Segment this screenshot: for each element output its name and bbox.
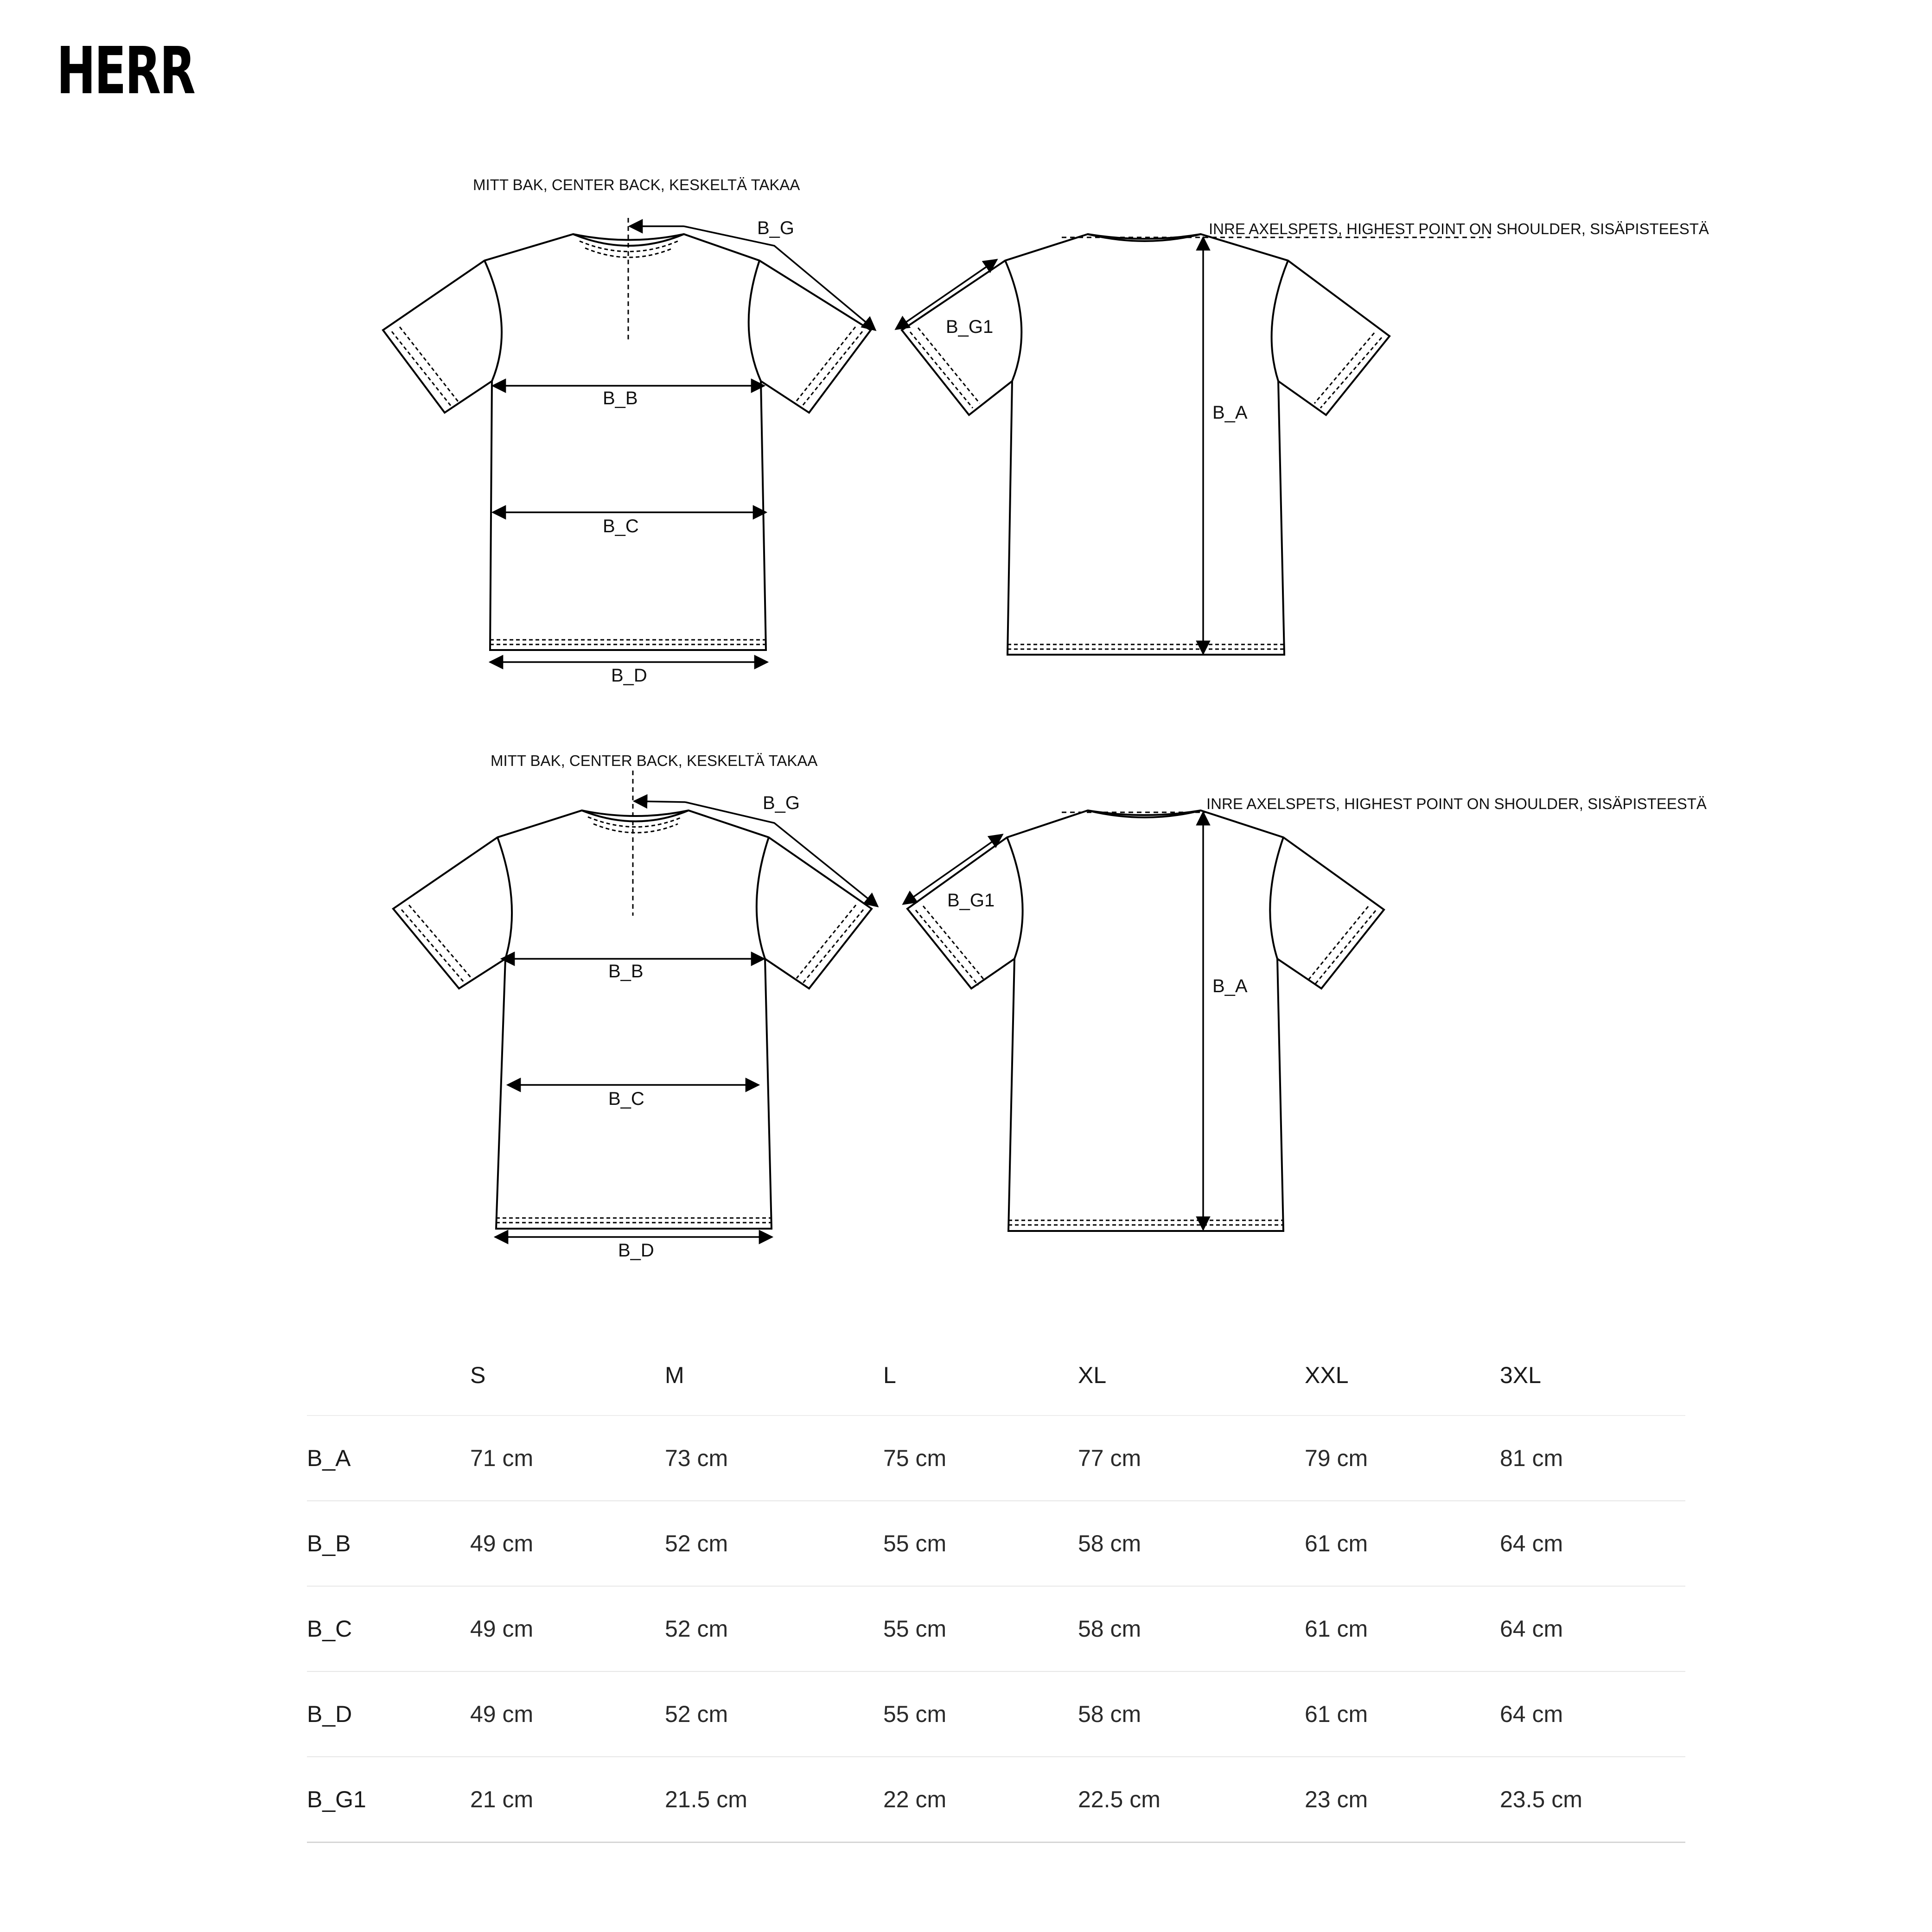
- table-cell: 58 cm: [1078, 1616, 1141, 1642]
- bottom-shoulder-note: INRE AXELSPETS, HIGHEST POINT ON SHOULDER, SISÄPISTEESTÄ: [1206, 795, 1707, 812]
- top-shoulder-note: INRE AXELSPETS, HIGHEST POINT ON SHOULDER, SISÄPISTEESTÄ: [1209, 220, 1709, 237]
- bottom-measurements: [495, 771, 1205, 1237]
- table-row: [307, 1587, 1685, 1672]
- table-cell: 21 cm: [470, 1786, 534, 1812]
- table-cell: 52 cm: [665, 1530, 728, 1556]
- bottom-label-b-g1: B_G1: [947, 890, 995, 911]
- table-cell: 22 cm: [883, 1786, 947, 1812]
- bottom-label-b-a: B_A: [1212, 976, 1248, 996]
- top-front-shirt: [383, 234, 871, 650]
- table-cell: 64 cm: [1500, 1530, 1563, 1556]
- bottom-label-b-g: B_G: [763, 793, 800, 813]
- table-cell: 61 cm: [1305, 1530, 1368, 1556]
- table-cell: 22.5 cm: [1078, 1786, 1160, 1812]
- header-cell-xl: XL: [1078, 1362, 1107, 1388]
- table-cell: 79 cm: [1305, 1445, 1368, 1471]
- header-cell-m: M: [665, 1362, 684, 1388]
- top-diagram: [383, 218, 1491, 662]
- header-cell-l: L: [883, 1362, 896, 1388]
- bottom-label-b-d: B_D: [618, 1240, 654, 1261]
- row-label: B_G1: [307, 1786, 366, 1812]
- top-label-b-b: B_B: [603, 388, 638, 408]
- table-cell: 49 cm: [470, 1616, 534, 1642]
- table-cell: 61 cm: [1305, 1701, 1368, 1727]
- table-cell: 73 cm: [665, 1445, 728, 1471]
- bottom-diagram: [393, 771, 1384, 1237]
- table-cell: 52 cm: [665, 1701, 728, 1727]
- table-cell: 23.5 cm: [1500, 1786, 1582, 1812]
- row-label: B_D: [307, 1701, 352, 1727]
- table-cell: 49 cm: [470, 1701, 534, 1727]
- table-cell: 75 cm: [883, 1445, 947, 1471]
- table-cell: 58 cm: [1078, 1701, 1141, 1727]
- top-label-b-g: B_G: [757, 218, 795, 238]
- table-cell: 55 cm: [883, 1530, 947, 1556]
- bottom-labels: [491, 752, 1707, 1261]
- table-cell: 21.5 cm: [665, 1786, 747, 1812]
- bottom-back-shirt: [907, 810, 1384, 1231]
- table-cell: 77 cm: [1078, 1445, 1141, 1471]
- top-label-b-c: B_C: [603, 516, 639, 536]
- header-cell-s: S: [470, 1362, 486, 1388]
- top-back-shirt: [902, 234, 1390, 655]
- table-cell: 61 cm: [1305, 1616, 1368, 1642]
- row-label: B_A: [307, 1445, 351, 1471]
- top-label-b-g1: B_G1: [946, 317, 994, 337]
- table-cell: 64 cm: [1500, 1701, 1563, 1727]
- table-cell: 49 cm: [470, 1530, 534, 1556]
- bottom-center-back-note: MITT BAK, CENTER BACK, KESKELTÄ TAKAA: [491, 752, 818, 769]
- table-cell: 23 cm: [1305, 1786, 1368, 1812]
- top-label-b-d: B_D: [611, 665, 647, 686]
- table-cell: 64 cm: [1500, 1616, 1563, 1642]
- top-label-b-a: B_A: [1212, 402, 1248, 423]
- table-row: [307, 1757, 1685, 1843]
- table-cell: 55 cm: [883, 1701, 947, 1727]
- size-table-header: [307, 1335, 1685, 1416]
- header-cell-xxl: XXL: [1305, 1362, 1349, 1388]
- bottom-label-b-c: B_C: [608, 1089, 644, 1109]
- header-cell-3xl: 3XL: [1500, 1362, 1541, 1388]
- row-label: B_C: [307, 1616, 352, 1642]
- table-cell: 71 cm: [470, 1445, 534, 1471]
- size-table: [307, 1335, 1685, 1843]
- top-measurements: [490, 218, 1491, 662]
- row-label: B_B: [307, 1530, 351, 1556]
- table-row: [307, 1416, 1685, 1501]
- top-center-back-note: MITT BAK, CENTER BACK, KESKELTÄ TAKAA: [473, 176, 800, 193]
- bottom-label-b-b: B_B: [608, 961, 644, 982]
- table-cell: 81 cm: [1500, 1445, 1563, 1471]
- table-row: [307, 1672, 1685, 1757]
- page-title: HERR: [57, 33, 194, 109]
- table-cell: 55 cm: [883, 1616, 947, 1642]
- table-row: [307, 1501, 1685, 1587]
- table-cell: 58 cm: [1078, 1530, 1141, 1556]
- table-cell: 52 cm: [665, 1616, 728, 1642]
